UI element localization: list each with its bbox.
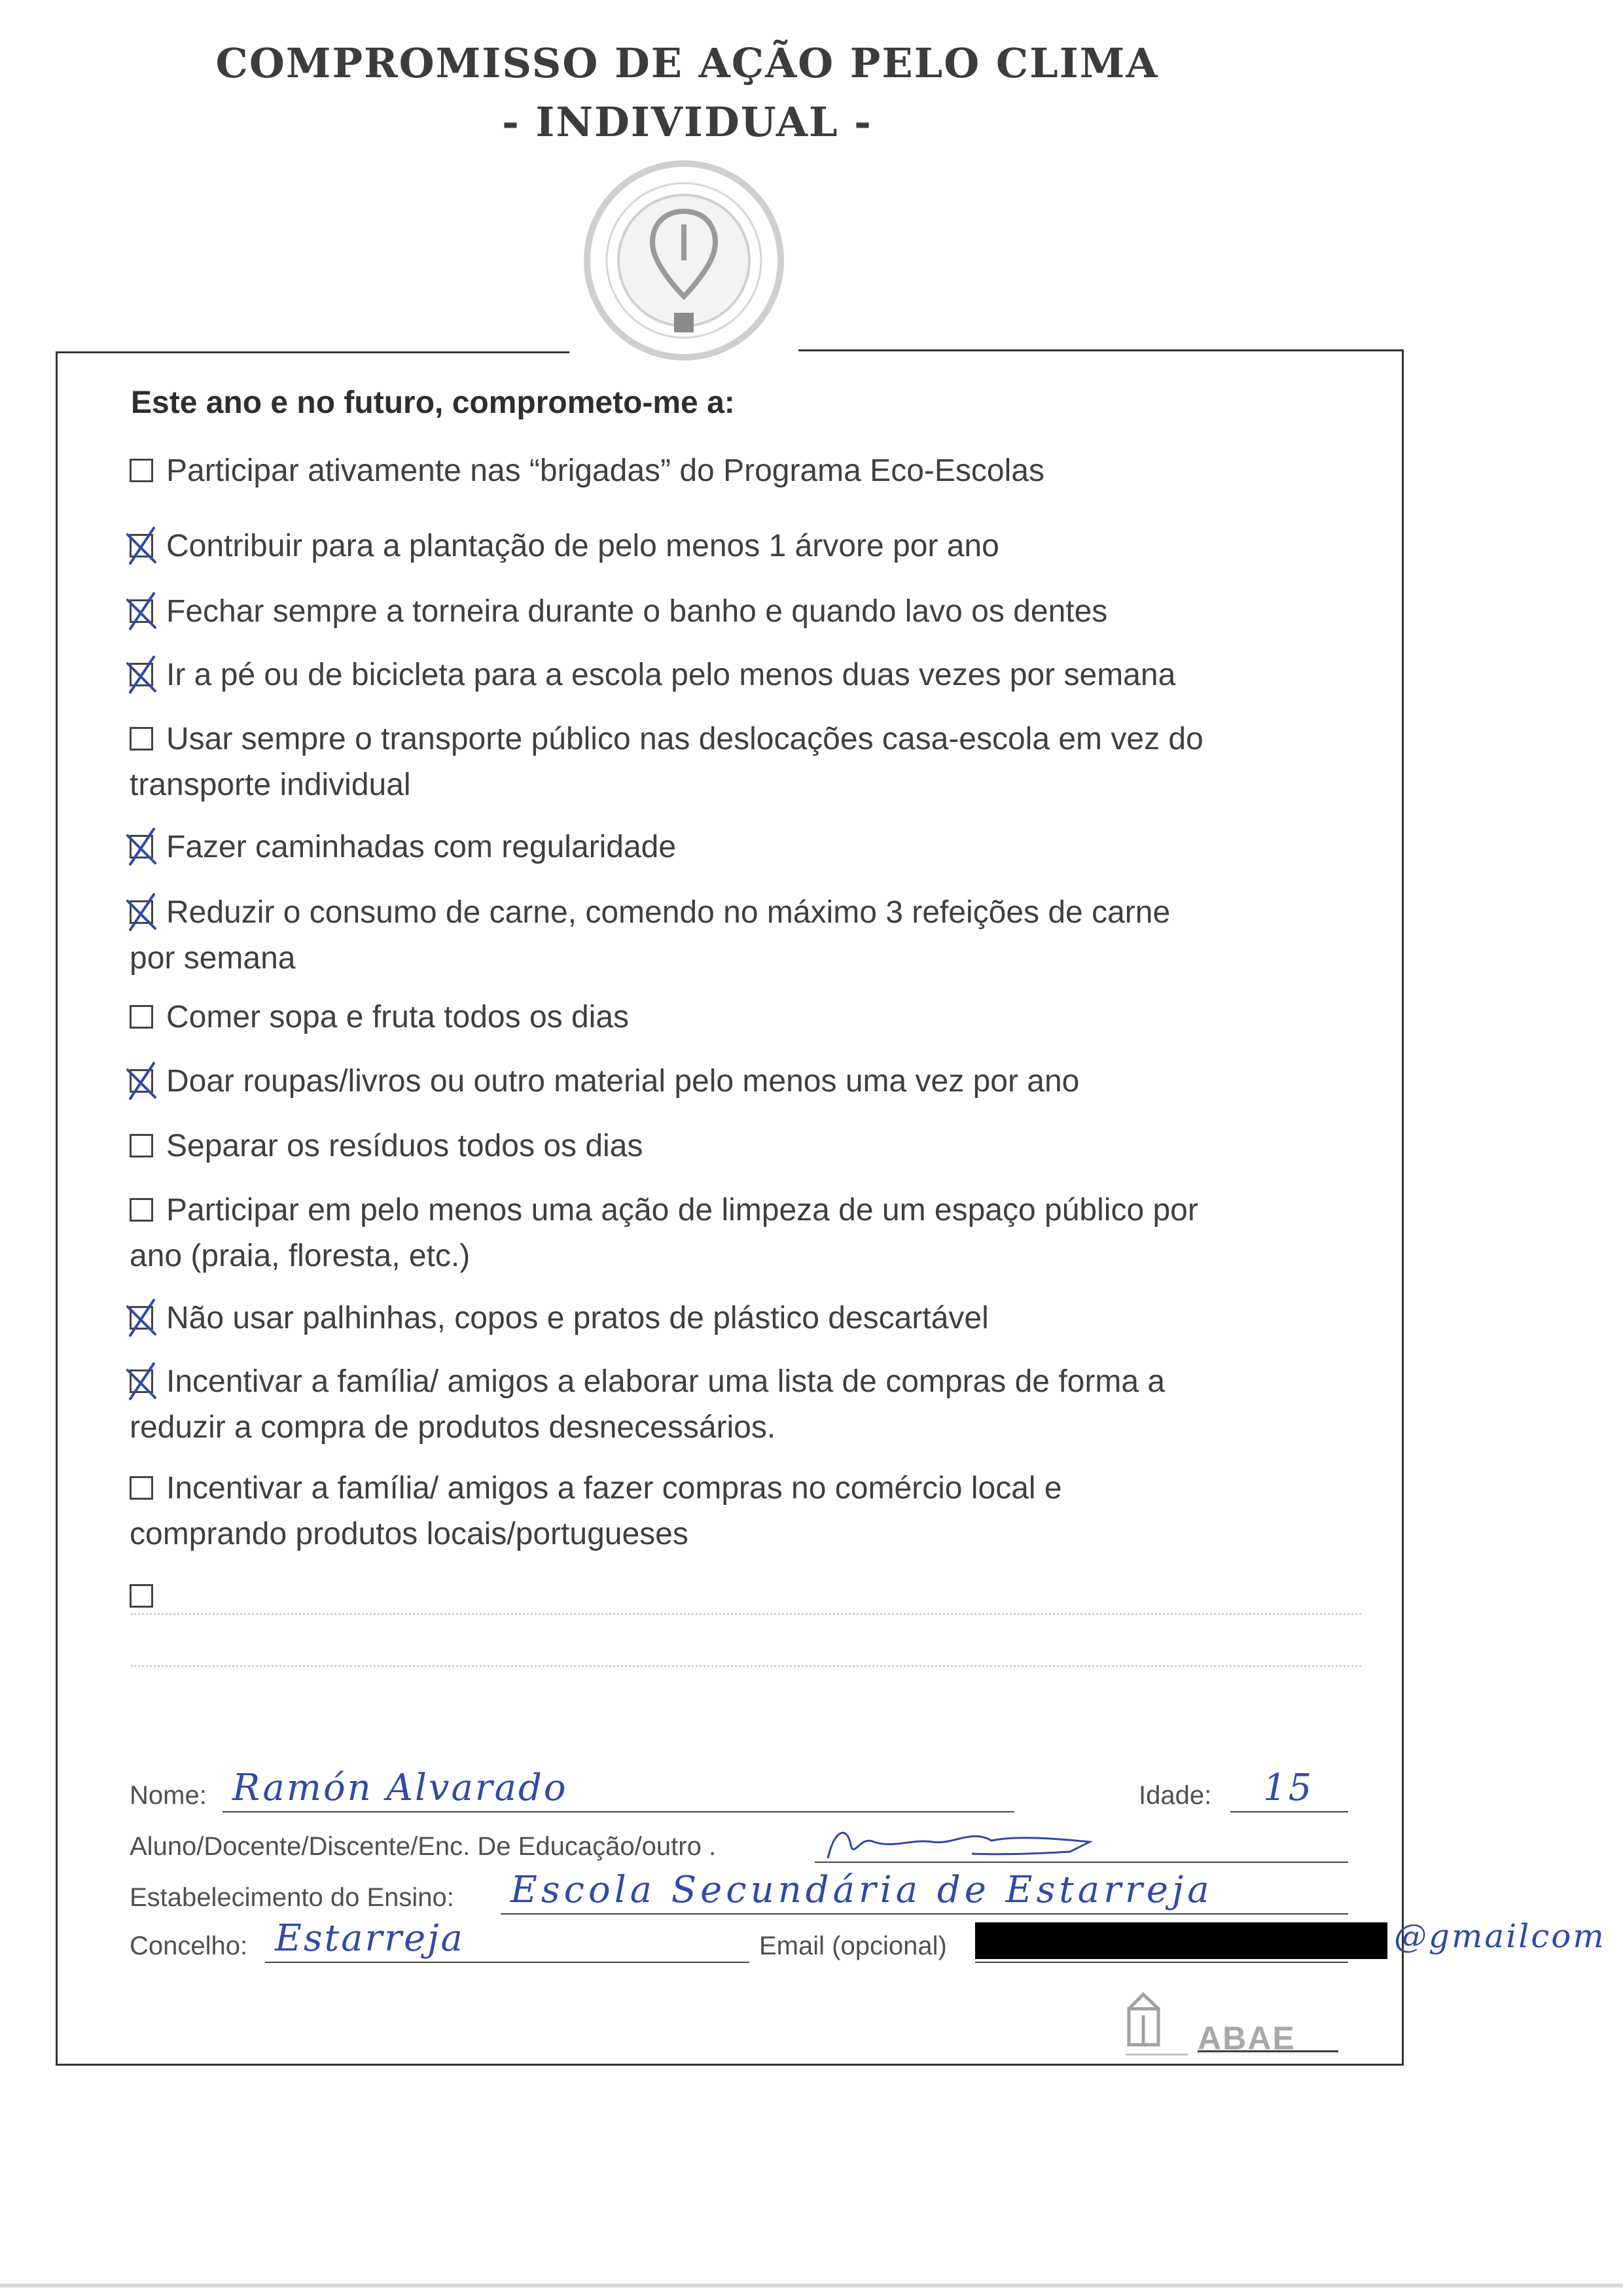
frame-left [56, 351, 58, 2066]
role-label: Aluno/Docente/Discente/Enc. De Educação/outro . [130, 1832, 717, 1861]
checklist-item [130, 1359, 1373, 1451]
checklist-item-label: Contribuir para a plantação de pelo menos 1 árvore por ano [166, 529, 999, 563]
check-mark-icon [122, 1294, 163, 1339]
commitment-heading: Este ano e no futuro, comprometo-me a: [131, 385, 735, 420]
concelho-line [265, 1962, 749, 1963]
check-mark-icon [122, 650, 163, 696]
page-subtitle: - INDIVIDUAL - [502, 98, 872, 146]
dotted-line [131, 1613, 1361, 1615]
frame-top-left [56, 351, 569, 353]
nome-line [223, 1811, 1014, 1812]
checklist-item [130, 824, 1373, 870]
estab-label: Estabelecimento do Ensino: [130, 1883, 454, 1912]
checklist-item-label-continued: ano (praia, floresta, etc.) [130, 1239, 471, 1273]
checklist-item-label-continued: transporte individual [130, 768, 411, 802]
checklist-item [130, 589, 1373, 635]
checklist-item-label: Doar roupas/livros ou outro material pelo menos uma vez por ano [166, 1064, 1080, 1099]
checklist-item-label-continued: reduzir a compra de produtos desnecessários. [130, 1410, 776, 1445]
checklist-item [130, 523, 1373, 569]
checkbox[interactable] [130, 1584, 153, 1608]
checklist-item [130, 1466, 1373, 1557]
checkbox-checked[interactable] [130, 835, 153, 858]
checklist-item-label-continued: por semana [130, 941, 296, 976]
frame-top-right [798, 349, 1404, 351]
checklist-item [130, 890, 1373, 981]
idade-value[interactable]: 15 [1263, 1767, 1314, 1809]
signature[interactable] [821, 1822, 1096, 1868]
idade-label: Idade: [1139, 1781, 1212, 1810]
checklist-item-label: Incentivar a família/ amigos a fazer compras no comércio local e [166, 1471, 1062, 1506]
check-mark-icon [122, 587, 163, 633]
eco-schools-seal-icon [576, 156, 792, 365]
checklist-item [130, 448, 1373, 494]
checklist-item [130, 995, 1373, 1040]
checklist-item-label: Reduzir o consumo de carne, comendo no máximo 3 refeições de carne [166, 895, 1171, 930]
checklist-item-label: Ir a pé ou de bicicleta para a escola pelo menos duas vezes por semana [166, 658, 1176, 692]
checklist-item-label: Incentivar a família/ amigos a elaborar uma lista de compras de forma a [166, 1364, 1166, 1399]
checkbox-checked[interactable] [130, 1369, 153, 1393]
checklist-item-label: Não usar palhinhas, copos e pratos de plástico descartável [166, 1301, 989, 1335]
checkbox-checked[interactable] [130, 900, 153, 924]
checkbox[interactable] [130, 1005, 153, 1029]
check-mark-icon [122, 888, 163, 934]
checklist-item [130, 716, 1373, 808]
checklist-item-label: Separar os resíduos todos os dias [166, 1129, 643, 1163]
checklist-item-label: Participar ativamente nas “brigadas” do Programa Eco-Escolas [166, 453, 1044, 488]
email-label: Email (opcional) [759, 1932, 947, 1960]
checklist-item [130, 1059, 1373, 1104]
page-title: COMPROMISSO DE AÇÃO PELO CLIMA [215, 39, 1159, 87]
checklist-item-label: Comer sopa e fruta todos os dias [166, 1000, 630, 1034]
checkbox[interactable] [130, 1476, 153, 1500]
email-line [975, 1962, 1348, 1963]
checklist-item-label-continued: comprando produtos locais/portugueses [130, 1517, 688, 1551]
checklist-item [130, 1188, 1373, 1279]
checkbox[interactable] [130, 727, 153, 751]
frame-right [1402, 349, 1404, 2066]
redaction-box [975, 1922, 1387, 1959]
checkbox-checked[interactable] [130, 534, 153, 557]
checklist-item-label: Fechar sempre a torneira durante o banho e quando lavo os dentes [166, 594, 1108, 629]
abae-logo-text: ABAE [1198, 2020, 1296, 2057]
email-value[interactable]: @gmailcom [1394, 1917, 1606, 1955]
check-mark-icon [122, 521, 163, 567]
nome-label: Nome: [130, 1781, 207, 1810]
checkbox-checked[interactable] [130, 1069, 153, 1093]
checkbox[interactable] [130, 1198, 153, 1222]
checkbox[interactable] [130, 1134, 153, 1157]
checklist-item-label: Usar sempre o transporte público nas deslocações casa-escola em vez do [166, 722, 1204, 756]
estab-line [501, 1913, 1348, 1915]
idade-line [1230, 1811, 1348, 1812]
nome-value[interactable]: Ramón Alvarado [232, 1767, 568, 1809]
concelho-label: Concelho: [130, 1932, 248, 1960]
concelho-value[interactable]: Estarreja [275, 1917, 465, 1960]
checklist-item [130, 1123, 1373, 1169]
checklist-item [130, 652, 1373, 698]
checkbox-checked[interactable] [130, 663, 153, 686]
check-mark-icon [122, 822, 163, 868]
checkbox-checked[interactable] [130, 1306, 153, 1330]
estab-value[interactable]: Escola Secundária de Estarreja [510, 1869, 1213, 1911]
checklist-item [130, 1296, 1373, 1341]
dotted-line [131, 1665, 1361, 1667]
frame-bottom [56, 2064, 1404, 2066]
checkbox[interactable] [130, 459, 153, 482]
check-mark-icon [122, 1357, 163, 1403]
check-mark-icon [122, 1057, 163, 1103]
checkbox-checked[interactable] [130, 599, 153, 623]
checklist-item-label: Participar em pelo menos uma ação de limpeza de um espaço público por [166, 1193, 1198, 1227]
checklist-item-label: Fazer caminhadas com regularidade [166, 830, 677, 864]
scan-edge [0, 2284, 1623, 2287]
